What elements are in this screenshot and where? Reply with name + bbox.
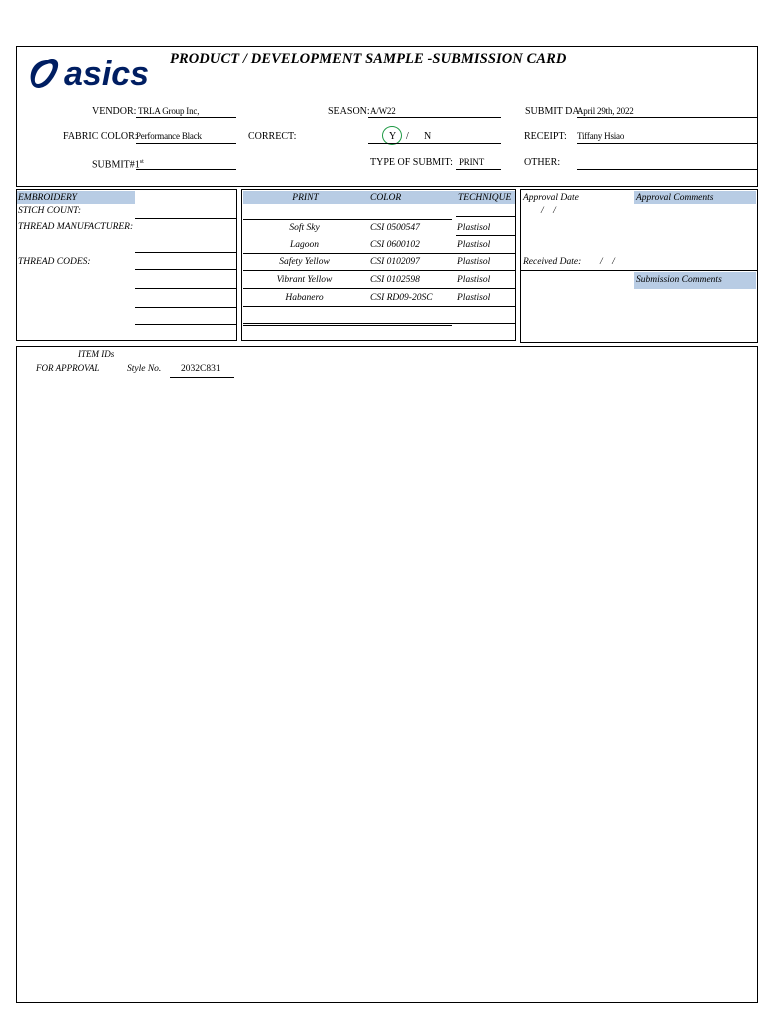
submit-number-suffix: st [139, 159, 144, 165]
submit-number-underline [136, 169, 236, 170]
submit-date-label: SUBMIT DA [525, 106, 580, 117]
technique: Plastisol [457, 293, 491, 303]
correct-yes[interactable]: Y [389, 131, 397, 142]
color-code: CSI 0500547 [370, 223, 420, 233]
correct-separator: / [406, 131, 409, 142]
stitch-count-label: STICH COUNT: [18, 206, 82, 216]
thread-codes-line-3 [135, 307, 236, 308]
correct-underline [368, 143, 501, 144]
item-ids-header: ITEM IDs [78, 349, 115, 359]
thread-codes-line-1 [135, 269, 236, 270]
print-name: Lagoon [289, 240, 320, 250]
type-of-submit-underline [456, 169, 501, 170]
print-name: Safety Yellow [279, 257, 330, 267]
thread-manufacturer-label: THREAD MANUFACTURER: [18, 222, 134, 232]
submission-comments-label: Submission Comments [636, 275, 722, 285]
style-number-label: Style No. [127, 364, 162, 374]
print-name: Soft Sky [289, 223, 320, 233]
received-date-divider [521, 270, 757, 271]
column-header-color: COLOR [370, 193, 402, 203]
print-row-divider [243, 219, 452, 220]
correct-no[interactable]: N [424, 131, 432, 142]
season-value: A/W22 [370, 106, 396, 116]
technique: Plastisol [457, 257, 491, 267]
stitch-count-underline [135, 218, 236, 219]
submit-number-label-text: SUBMIT# [92, 159, 135, 171]
vendor-value: TRLA Group Inc, [138, 106, 200, 116]
submit-number-value: 1 [134, 159, 140, 171]
received-date-value: / / [600, 257, 615, 267]
embroidery-header: EMBROIDERY [18, 193, 77, 203]
row-divider [456, 235, 515, 236]
item-ids-section [16, 346, 758, 1003]
other-underline [577, 169, 757, 170]
color-code: CSI 0102598 [370, 275, 420, 285]
season-label: SEASON: [328, 106, 370, 117]
color-code: CSI RD09-20SC [370, 293, 433, 303]
technique-row-divider [456, 216, 515, 217]
style-number-value: 2032C831 [181, 364, 221, 374]
submit-date-underline [577, 117, 757, 118]
row-divider [243, 253, 515, 254]
approval-date-label: Approval Date [523, 193, 579, 203]
technique: Plastisol [457, 240, 491, 250]
fabric-color-value: Performance Black [136, 131, 202, 141]
technique: Plastisol [457, 275, 491, 285]
row-divider [243, 288, 515, 289]
type-of-submit-label: TYPE OF SUBMIT: [370, 157, 453, 168]
fabric-color-label: FABRIC COLOR: [63, 131, 138, 142]
print-name: Vibrant Yellow [276, 275, 333, 285]
for-approval-label: FOR APPROVAL [36, 363, 100, 373]
receipt-underline [577, 143, 757, 144]
column-header-print: PRINT [292, 193, 319, 203]
correct-label: CORRECT: [248, 131, 297, 142]
thread-manufacturer-underline [135, 252, 236, 253]
technique: Plastisol [457, 223, 491, 233]
thread-codes-label: THREAD CODES: [18, 257, 91, 267]
approval-date-value: / / [541, 206, 556, 216]
column-header-technique: TECHNIQUE [458, 193, 512, 203]
receipt-value: Tiffany Hsiao [577, 131, 625, 141]
row-divider [243, 323, 515, 324]
vendor-label: VENDOR: [92, 106, 137, 117]
color-code: CSI 0600102 [370, 240, 420, 250]
page-title: PRODUCT / DEVELOPMENT SAMPLE -SUBMISSION CARD [170, 51, 567, 67]
thread-codes-line-2 [135, 288, 236, 289]
approval-comments-label: Approval Comments [636, 193, 714, 203]
print-name: Habanero [285, 293, 324, 303]
season-underline [368, 117, 501, 118]
thread-codes-line-4 [135, 324, 236, 325]
type-of-submit-value: PRINT [459, 157, 485, 167]
row-divider [243, 325, 452, 326]
submit-date-value: April 29th, 2022 [577, 106, 634, 116]
other-label: OTHER: [524, 157, 561, 168]
row-divider [243, 270, 515, 271]
brand-wordmark: asics [64, 55, 150, 93]
asics-logo [28, 52, 160, 94]
fabric-color-underline [136, 143, 236, 144]
style-number-underline [170, 377, 234, 378]
received-date-label: Received Date: [523, 257, 582, 267]
vendor-underline [136, 117, 236, 118]
row-divider [243, 306, 515, 307]
asics-spiral-icon [28, 52, 160, 94]
receipt-label: RECEIPT: [524, 131, 567, 142]
color-code: CSI 0102097 [370, 257, 420, 267]
